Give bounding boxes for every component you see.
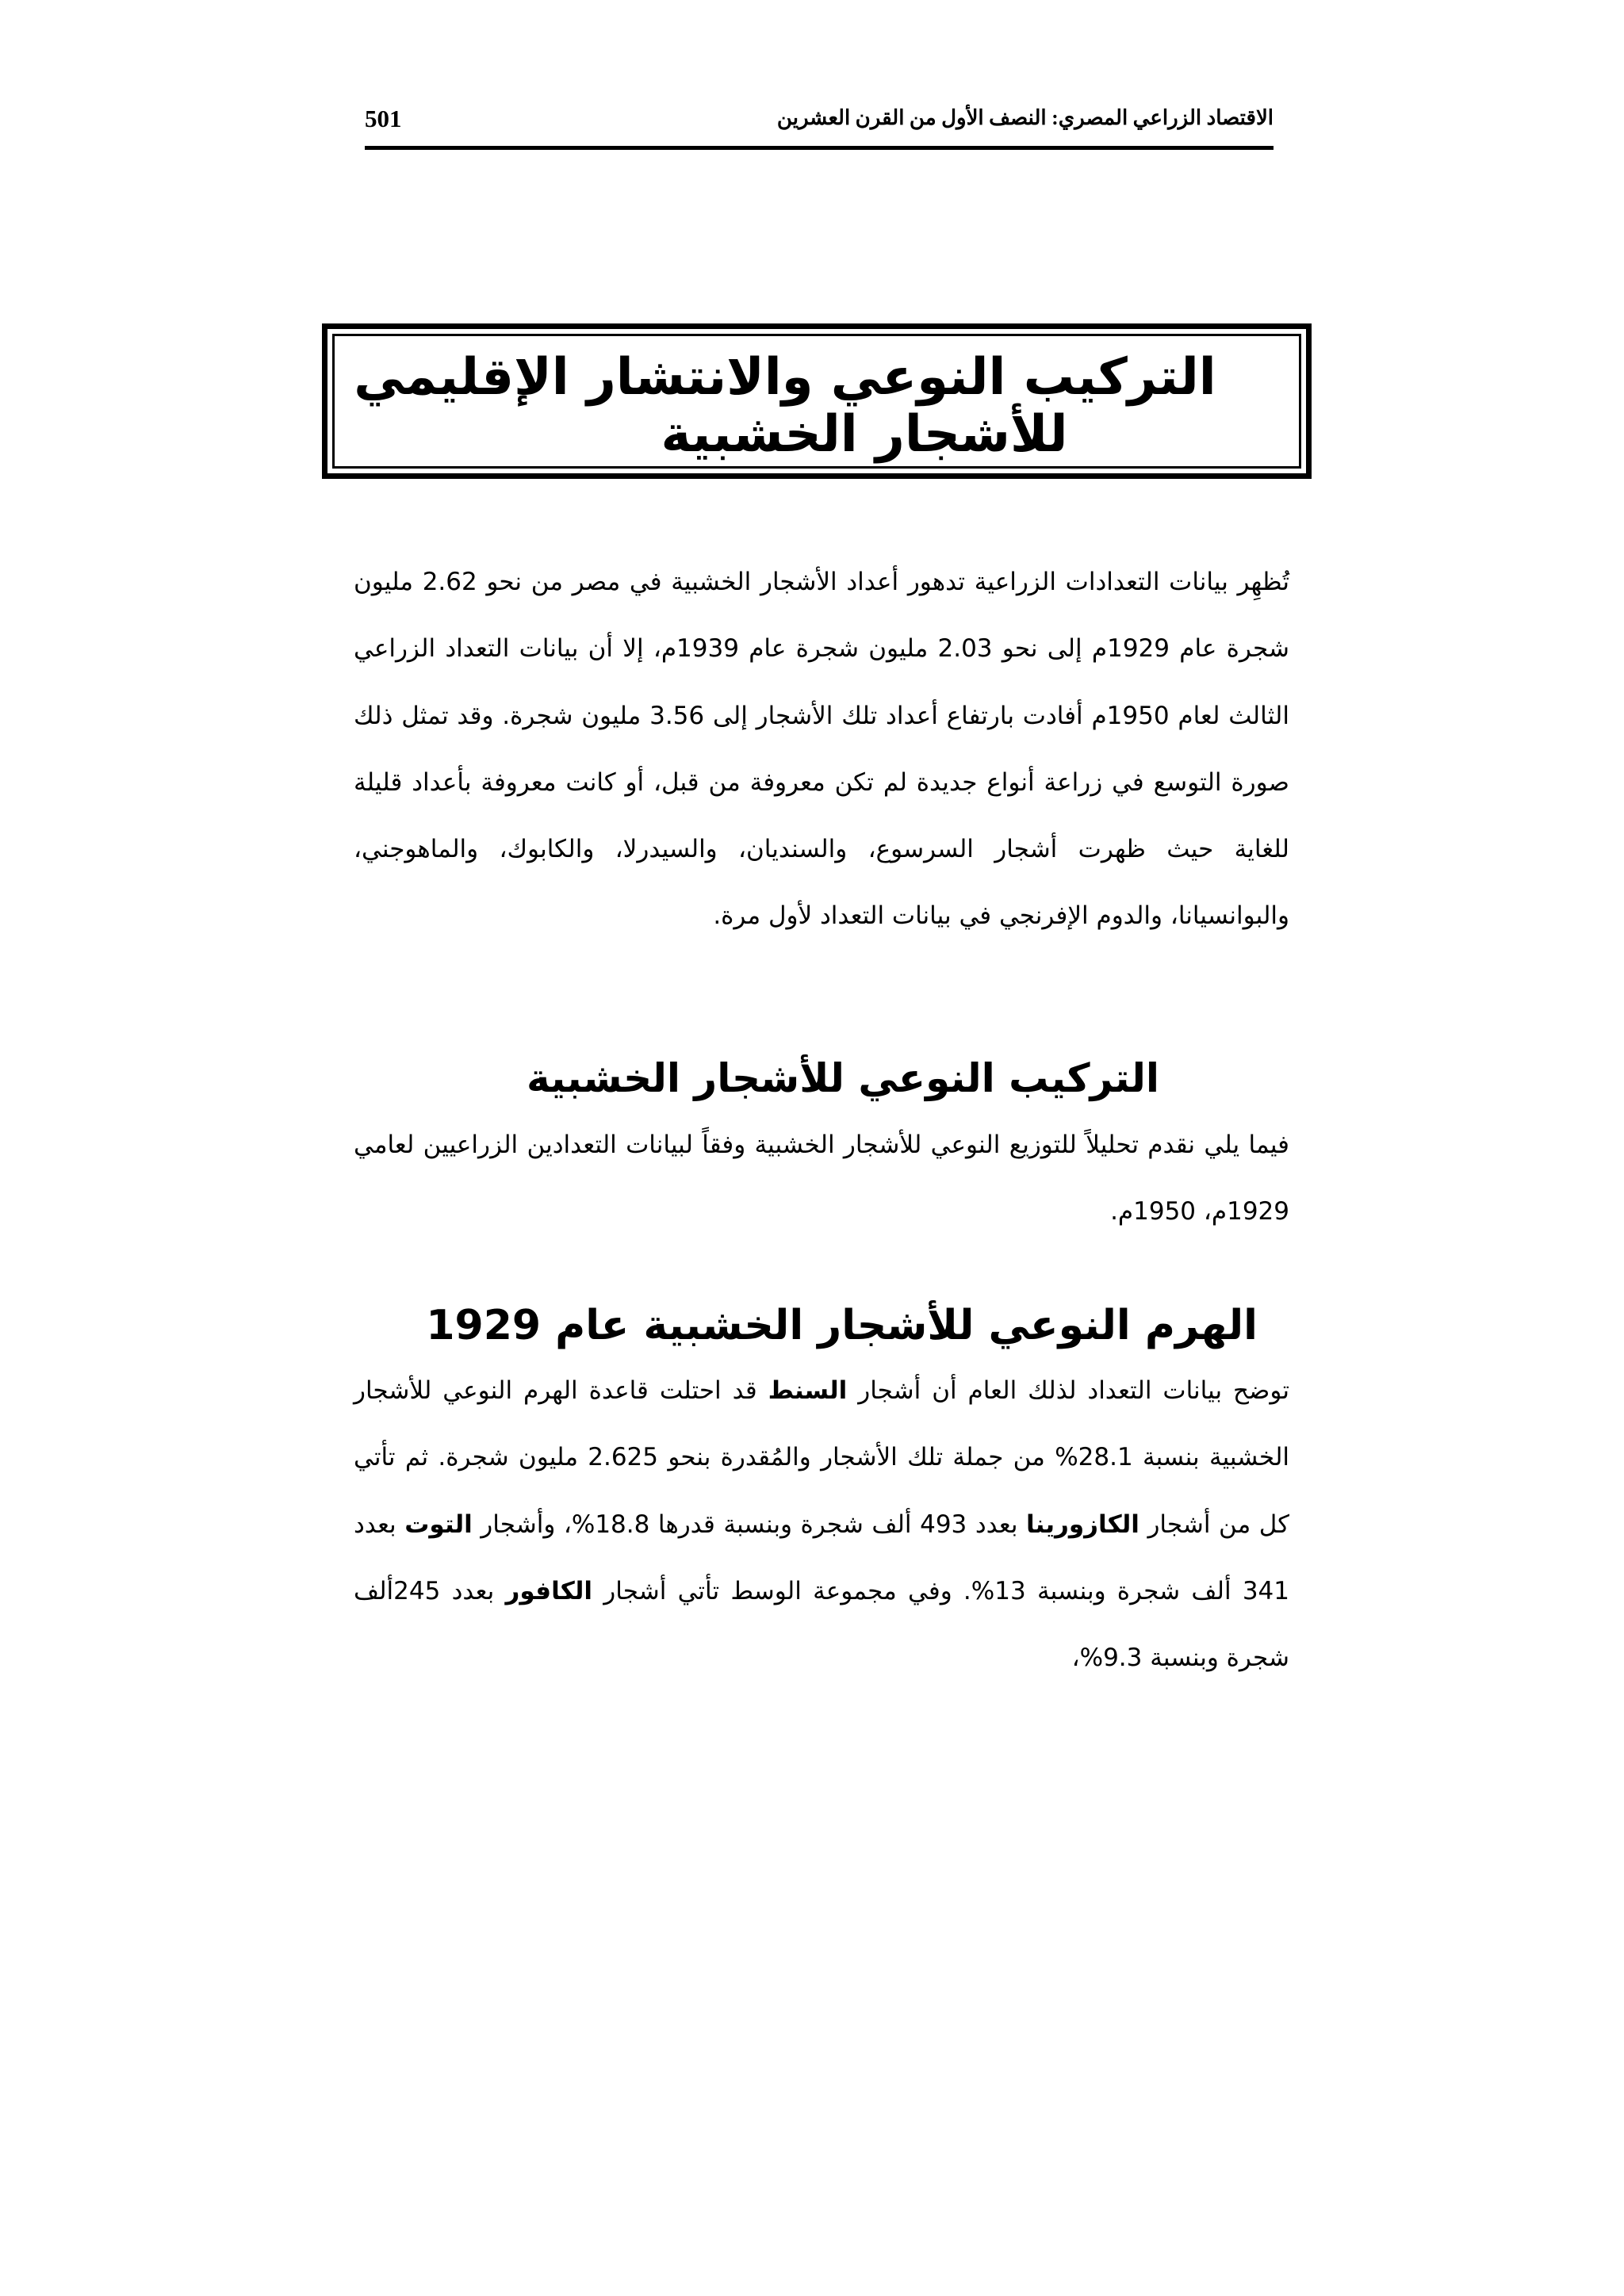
bold-term: التوت (404, 1510, 473, 1539)
section-heading-species-structure: التركيب النوعي للأشجار الخشبية (527, 1055, 1159, 1101)
paragraph-text-run: بعدد 245ألف شجرة وبنسبة 9.3%، (354, 1576, 1289, 1673)
paragraph-text-run: توضح بيانات التعداد لذلك العام أن أشجار (847, 1376, 1289, 1405)
bold-term: السنط (768, 1376, 848, 1405)
section-2-paragraph (354, 1357, 1289, 1691)
paragraph-text-run: بعدد 341 ألف شجرة وبنسبة 13%. وفي مجموعة الوسط تأتي أشجار (354, 1510, 1289, 1605)
chapter-title-inner-frame (332, 334, 1301, 469)
chapter-title-line-1: التركيب النوعي والانتشار الإقليمي (354, 348, 1216, 407)
chapter-title-line-2: للأشجار الخشبية (661, 405, 1068, 464)
section-heading-pyramid-1929: الهرم النوعي للأشجار الخشبية عام 1929 (426, 1302, 1258, 1349)
bold-term: الكازورينا (1026, 1510, 1139, 1539)
paragraph-text-run: بعدد 493 ألف شجرة وبنسبة قدرها 18.8%، وأشجار (472, 1510, 1027, 1539)
bold-term: الكافور (505, 1576, 593, 1605)
running-header-title: الاقتصاد الزراعي المصري: النصف الأول من القرن العشرين (776, 106, 1274, 129)
chapter-title-box (322, 323, 1312, 479)
page-number: 501 (365, 105, 402, 132)
running-header (365, 101, 1274, 150)
intro-paragraph: تُظهِر بيانات التعدادات الزراعية تدهور أعداد الأشجار الخشبية في مصر من نحو 2.62 مليون شجرة عام 1929م إلى نحو 2.03 مليون شجرة عام 1939م، إلا أن بيانات التعداد الزراعي الثالث لعام 1950م أفادت بارتفاع أعداد تلك الأشجار إلى 3.56 مليون شجرة. وقد تمثل ذلك صورة التوسع في زراعة أنواع جديدة لم تكن معروفة من قبل، أو كانت معروفة بأعداد قليلة للغاية حيث ظهرت أشجار السرسوع، والسنديان، والسيدرلا، والكابوك، والماهوجني، والبوانسيانا، والدوم الإفرنجي في بيانات التعداد لأول مرة. (354, 568, 1290, 931)
paragraph-text-run: قد احتلت قاعدة الهرم النوعي للأشجار الخشبية بنسبة 28.1% من جملة تلك الأشجار والمُقدرة بنحو 2.625 مليون شجرة. ثم تأتي كل من أشجار (354, 1376, 1290, 1539)
section-1-paragraph: فيما يلي نقدم تحليلاً للتوزيع النوعي للأشجار الخشبية وفقاً لبيانات التعدادين الزراعيين لعامي 1929م، 1950م. (354, 1131, 1289, 1226)
